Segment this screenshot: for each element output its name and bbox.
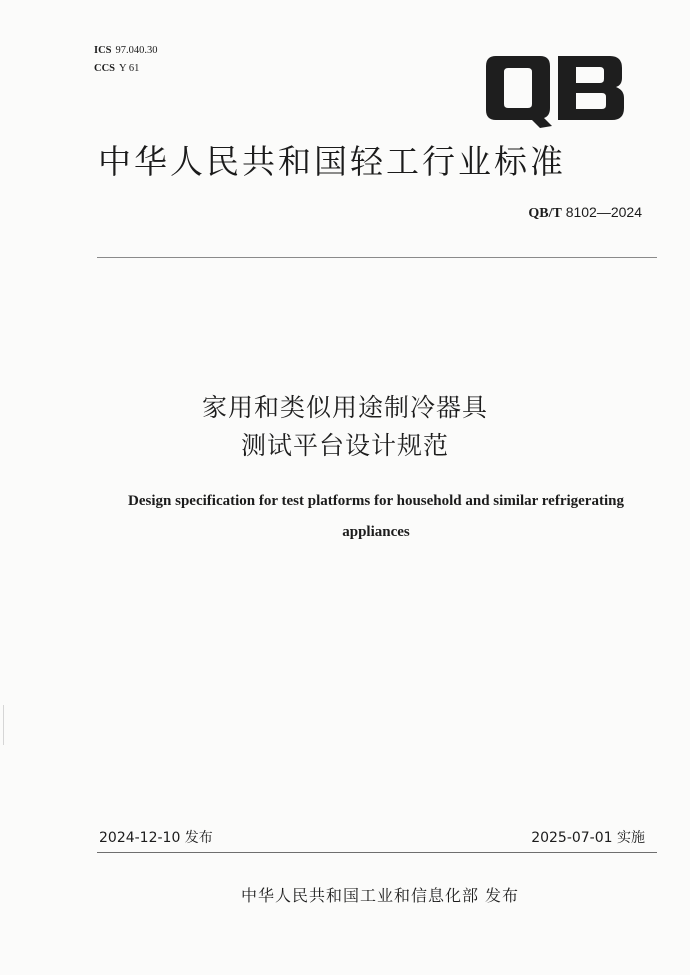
title-en-line2: appliances	[342, 524, 410, 540]
organization-title: 中华人民共和国轻工行业标准	[98, 142, 566, 181]
title-en-line1: Design specification for test platforms for household and similar refrigerating	[128, 493, 624, 509]
implementation-date: 2025-07-01 实施	[531, 830, 645, 846]
qb-logo	[486, 56, 628, 128]
ics-code	[94, 45, 158, 57]
title-cn-line1: 家用和类似用途制冷器具	[201, 393, 488, 422]
header-divider	[97, 257, 657, 258]
scan-edge-mark	[3, 705, 4, 745]
ccs-value: Y 61	[119, 63, 140, 74]
title-cn-line2: 测试平台设计规范	[240, 431, 449, 460]
ccs-code	[94, 63, 139, 75]
ics-label: ICS	[94, 45, 112, 56]
standard-code: QB/T	[528, 206, 562, 221]
standard-number	[528, 203, 642, 223]
issue-date: 2024-12-10 发布	[99, 830, 213, 846]
ics-value: 97.040.30	[115, 45, 158, 56]
ccs-label: CCS	[94, 63, 116, 74]
footer-divider	[97, 852, 657, 853]
publisher: 中华人民共和国工业和信息化部 发布	[240, 886, 520, 905]
standard-year-number: 8102—2024	[565, 204, 642, 220]
